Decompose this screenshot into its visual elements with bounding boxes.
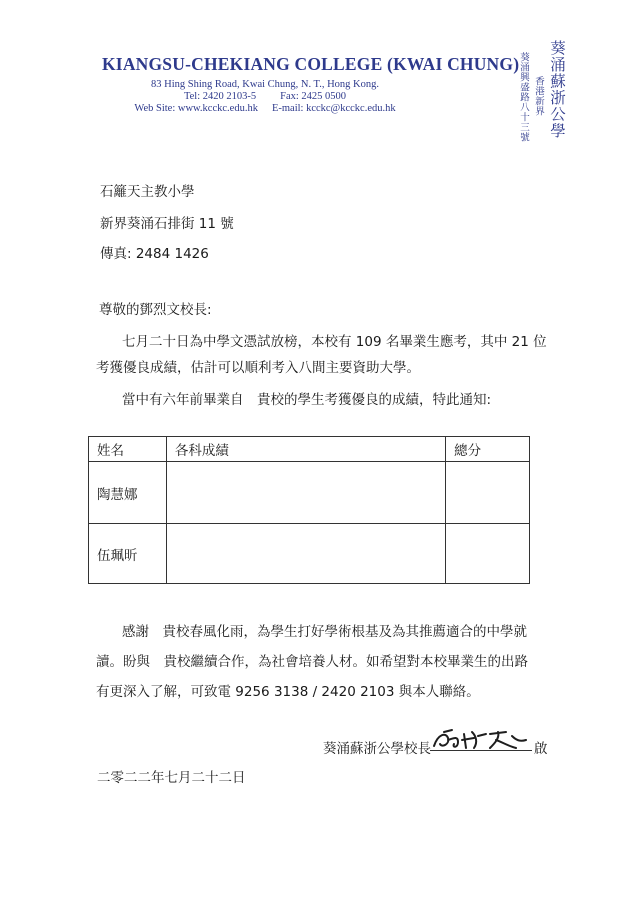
student-total (446, 462, 530, 524)
header-total: 總分 (446, 437, 530, 462)
student-name: 伍珮昕 (89, 524, 167, 584)
paragraph-1-line-1: 七月二十日為中學文憑試放榜，本校有 109 名畢業生應考，其中 21 位 (122, 334, 547, 350)
college-chinese-name: 葵涌蘇浙公學 (548, 40, 566, 139)
paragraph-3-line-3: 有更深入了解，可致電 9256 3138 / 2420 2103 與本人聯絡。 (96, 684, 480, 700)
table-header-row (89, 437, 530, 462)
student-grades (166, 462, 445, 524)
college-address: 83 Hing Shing Road, Kwai Chung, N. T., Hong Kong. (151, 79, 379, 90)
table-row (89, 462, 530, 524)
recipient-address: 新界葵涌石排街 11 號 (100, 216, 234, 232)
paragraph-3-line-1: 感謝 貴校春風化雨，為學生打好學術根基及為其推薦適合的中學就 (122, 624, 527, 640)
college-website: Web Site: www.kcckc.edu.hk (134, 103, 258, 114)
recipient-school: 石籬天主教小學 (100, 184, 195, 200)
paragraph-1-line-2: 考獲優良成績，估計可以順利考入八間主要資助大學。 (96, 360, 420, 376)
letter-date: 二零二二年七月二十二日 (97, 770, 246, 786)
college-web-line (120, 103, 410, 114)
college-chinese-region: 香港新界 (533, 76, 544, 116)
paragraph-3-line-2: 讀。盼與 貴校繼續合作，為社會培養人材。如希望對本校畢業生的出路 (96, 654, 528, 670)
student-total (446, 524, 530, 584)
college-name: KIANGSU-CHEKIANG COLLEGE (KWAI CHUNG) (102, 54, 520, 74)
recipient-fax: 傳真: 2484 1426 (100, 246, 209, 262)
table-row (89, 524, 530, 584)
college-tel: Tel: 2420 2103-5 (183, 91, 257, 102)
header-name: 姓名 (89, 437, 167, 462)
signer-title: 葵涌蘇浙公學校長 (323, 741, 431, 757)
signoff: 啟 (534, 741, 548, 757)
college-chinese-street: 葵涌興盛路八十三號 (518, 52, 529, 142)
header-grades: 各科成績 (166, 437, 445, 462)
paragraph-2: 當中有六年前畢業自 貴校的學生考獲優良的成績，特此通知: (122, 392, 492, 408)
salutation: 尊敬的鄧烈文校長: (99, 302, 212, 318)
student-grades (166, 524, 445, 584)
signature-line (430, 750, 532, 751)
grades-table (88, 436, 530, 584)
student-name: 陶慧娜 (89, 462, 167, 524)
college-phone-line (120, 91, 410, 102)
college-email: E-mail: kcckc@kcckc.edu.hk (271, 103, 396, 114)
college-fax: Fax: 2425 0500 (280, 91, 347, 102)
